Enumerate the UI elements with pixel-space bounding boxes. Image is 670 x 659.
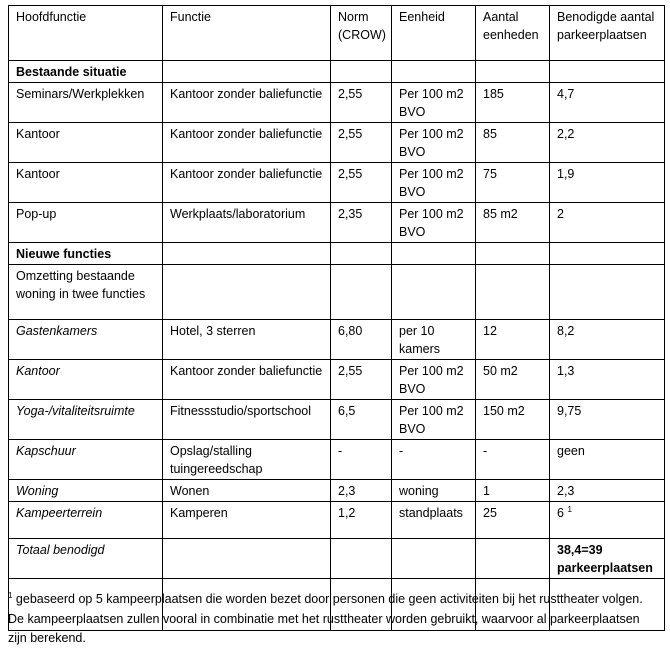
table-header-row	[9, 6, 665, 61]
cell-norm: 2,55	[331, 163, 392, 203]
cell-unit: Per 100 m2 BVO	[392, 360, 476, 400]
cell-result: 2	[550, 203, 665, 243]
table-row	[9, 360, 665, 400]
header-cell: Functie	[163, 6, 331, 61]
result-value: 6	[557, 506, 564, 520]
cell-norm: 2,3	[331, 480, 392, 502]
empty-cell	[392, 265, 476, 320]
cell-result: 2,3	[550, 480, 665, 502]
cell-unit: Per 100 m2 BVO	[392, 123, 476, 163]
empty-cell	[476, 265, 550, 320]
empty-cell	[331, 61, 392, 83]
empty-cell	[163, 265, 331, 320]
cell-function: Kantoor zonder baliefunctie	[163, 163, 331, 203]
cell-conversion-note: Omzetting bestaande woning in twee functies	[9, 265, 163, 320]
section-row-existing	[9, 61, 665, 83]
cell-main-function: Kantoor	[9, 360, 163, 400]
header-cell: Norm (CROW)	[331, 6, 392, 61]
table-row	[9, 265, 665, 320]
empty-cell	[476, 61, 550, 83]
cell-unit: Per 100 m2 BVO	[392, 163, 476, 203]
cell-norm: 2,55	[331, 83, 392, 123]
cell-unit: Per 100 m2 BVO	[392, 203, 476, 243]
table-row	[9, 163, 665, 203]
cell-count: 150 m2	[476, 400, 550, 440]
cell-main-function: Kapschuur	[9, 440, 163, 480]
total-value: 38,4=39 parkeerplaatsen	[550, 539, 665, 579]
cell-result: 9,75	[550, 400, 665, 440]
footnote-mark: 1	[567, 504, 572, 514]
empty-cell	[331, 265, 392, 320]
footnote-text: gebaseerd op 5 kampeerplaatsen die worden bezet door personen die geen activiteiten bij het rusttheater volgen. De kampeerplaatsen zullen vooral in combinatie met het rusttheater worden gebruikt, waarvoor al parkeerplaatsen zijn berekend.	[8, 592, 643, 645]
empty-cell	[331, 243, 392, 265]
cell-norm: 6,80	[331, 320, 392, 360]
table-row	[9, 440, 665, 480]
footnote	[8, 590, 658, 649]
section-row-new	[9, 243, 665, 265]
cell-count: 25	[476, 502, 550, 539]
cell-function: Kantoor zonder baliefunctie	[163, 83, 331, 123]
cell-main-function: Yoga-/vitaliteitsruimte	[9, 400, 163, 440]
table-row	[9, 83, 665, 123]
table-row	[9, 480, 665, 502]
empty-cell	[476, 243, 550, 265]
cell-main-function: Pop-up	[9, 203, 163, 243]
empty-cell	[550, 265, 665, 320]
cell-count: 85	[476, 123, 550, 163]
cell-result	[550, 502, 665, 539]
cell-main-function: Kampeerterrein	[9, 502, 163, 539]
cell-function: Kantoor zonder baliefunctie	[163, 360, 331, 400]
cell-main-function: Gastenkamers	[9, 320, 163, 360]
table-row	[9, 203, 665, 243]
cell-count: 185	[476, 83, 550, 123]
cell-unit: Per 100 m2 BVO	[392, 83, 476, 123]
cell-count: 75	[476, 163, 550, 203]
cell-function: Wonen	[163, 480, 331, 502]
cell-unit: woning	[392, 480, 476, 502]
cell-count: 85 m2	[476, 203, 550, 243]
cell-norm: 2,35	[331, 203, 392, 243]
section-label: Bestaande situatie	[9, 61, 163, 83]
cell-function: Hotel, 3 sterren	[163, 320, 331, 360]
cell-unit: Per 100 m2 BVO	[392, 400, 476, 440]
cell-unit: -	[392, 440, 476, 480]
cell-norm: -	[331, 440, 392, 480]
cell-function: Kantoor zonder baliefunctie	[163, 123, 331, 163]
cell-main-function: Kantoor	[9, 123, 163, 163]
cell-unit: standplaats	[392, 502, 476, 539]
empty-cell	[163, 61, 331, 83]
cell-result: geen	[550, 440, 665, 480]
cell-norm: 6,5	[331, 400, 392, 440]
cell-norm: 2,55	[331, 123, 392, 163]
total-label: Totaal benodigd	[9, 539, 163, 579]
cell-count: -	[476, 440, 550, 480]
empty-cell	[476, 539, 550, 579]
empty-cell	[550, 243, 665, 265]
cell-result: 8,2	[550, 320, 665, 360]
cell-norm: 1,2	[331, 502, 392, 539]
cell-count: 50 m2	[476, 360, 550, 400]
cell-function: Fitnessstudio/sportschool	[163, 400, 331, 440]
cell-result: 4,7	[550, 83, 665, 123]
cell-function: Opslag/stalling tuingereedschap	[163, 440, 331, 480]
table-row	[9, 320, 665, 360]
cell-unit: per 10 kamers	[392, 320, 476, 360]
cell-function: Kamperen	[163, 502, 331, 539]
total-row	[9, 539, 665, 579]
cell-main-function: Kantoor	[9, 163, 163, 203]
footnote-mark: 1	[8, 590, 13, 600]
cell-function: Werkplaats/laboratorium	[163, 203, 331, 243]
cell-main-function: Woning	[9, 480, 163, 502]
cell-main-function: Seminars/Werkplekken	[9, 83, 163, 123]
cell-result: 1,3	[550, 360, 665, 400]
empty-cell	[163, 243, 331, 265]
cell-norm: 2,55	[331, 360, 392, 400]
cell-result: 1,9	[550, 163, 665, 203]
header-cell: Benodigde aantal parkeerplaatsen	[550, 6, 665, 61]
empty-cell	[392, 61, 476, 83]
table-row	[9, 502, 665, 539]
empty-cell	[392, 539, 476, 579]
header-cell: Eenheid	[392, 6, 476, 61]
parking-requirements-table	[8, 5, 665, 631]
cell-count: 12	[476, 320, 550, 360]
section-label: Nieuwe functies	[9, 243, 163, 265]
cell-result: 2,2	[550, 123, 665, 163]
table-row	[9, 123, 665, 163]
header-cell: Aantal eenheden	[476, 6, 550, 61]
empty-cell	[163, 539, 331, 579]
empty-cell	[392, 243, 476, 265]
cell-count: 1	[476, 480, 550, 502]
empty-cell	[331, 539, 392, 579]
empty-cell	[550, 61, 665, 83]
table-row	[9, 400, 665, 440]
header-cell: Hoofdfunctie	[9, 6, 163, 61]
